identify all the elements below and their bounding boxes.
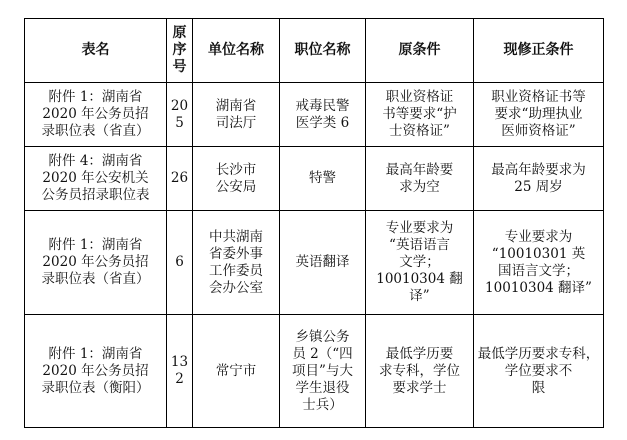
- header-seq: 原 序 号: [167, 19, 193, 83]
- cell-original-condition: 最高年龄要 求为空: [366, 147, 474, 211]
- cell-seq: 26: [167, 147, 193, 211]
- table-row: [25, 83, 604, 147]
- header-position-name: 职位名称: [280, 19, 366, 83]
- cell-unit-name: 长沙市 公安局: [193, 147, 280, 211]
- table-row: [25, 315, 604, 428]
- cell-position-name: 特警: [280, 147, 366, 211]
- header-row: [25, 19, 604, 83]
- cell-revised-condition: 最高年龄要求为 25 周岁: [474, 147, 604, 211]
- cell-unit-name: 常宁市: [193, 315, 280, 428]
- cell-unit-name: 湖南省 司法厅: [193, 83, 280, 147]
- cell-original-condition: 专业要求为 “英语语言 文学； 10010304 翻 译”: [366, 211, 474, 315]
- cell-revised-condition: 职业资格证书等 要求“助理执业 医师资格证”: [474, 83, 604, 147]
- cell-table-name: 附件 1：湖南省 2020 年公务员招 录职位表（省直）: [25, 83, 167, 147]
- cell-seq: 205: [167, 83, 193, 147]
- cell-table-name: 附件 1：湖南省 2020 年公务员招 录职位表（省直）: [25, 211, 167, 315]
- header-original-condition: 原条件: [366, 19, 474, 83]
- cell-seq: 132: [167, 315, 193, 428]
- header-table-name: 表名: [25, 19, 167, 83]
- cell-revised-condition: 最低学历要求专科， 学位要求不 限: [474, 315, 604, 428]
- header-unit-name: 单位名称: [193, 19, 280, 83]
- header-revised-condition: 现修正条件: [474, 19, 604, 83]
- cell-position-name: 乡镇公务 员 2（“四 项目”与大 学生退役 士兵）: [280, 315, 366, 428]
- cell-position-name: 英语翻译: [280, 211, 366, 315]
- table-row: [25, 211, 604, 315]
- cell-position-name: 戒毒民警 医学类 6: [280, 83, 366, 147]
- cell-original-condition: 职业资格证 书等要求“护 士资格证”: [366, 83, 474, 147]
- cell-seq: 6: [167, 211, 193, 315]
- correction-table: [24, 18, 604, 428]
- cell-revised-condition: 专业要求为 “10010301 英 国语言文学； 10010304 翻译”: [474, 211, 604, 315]
- cell-unit-name: 中共湖南 省委外事 工作委员 会办公室: [193, 211, 280, 315]
- cell-table-name: 附件 1：湖南省 2020 年公务员招 录职位表（衡阳）: [25, 315, 167, 428]
- cell-original-condition: 最低学历要 求专科，学位 要求学士: [366, 315, 474, 428]
- table-row: [25, 147, 604, 211]
- cell-table-name: 附件 4：湖南省 2020 年公安机关 公务员招录职位表: [25, 147, 167, 211]
